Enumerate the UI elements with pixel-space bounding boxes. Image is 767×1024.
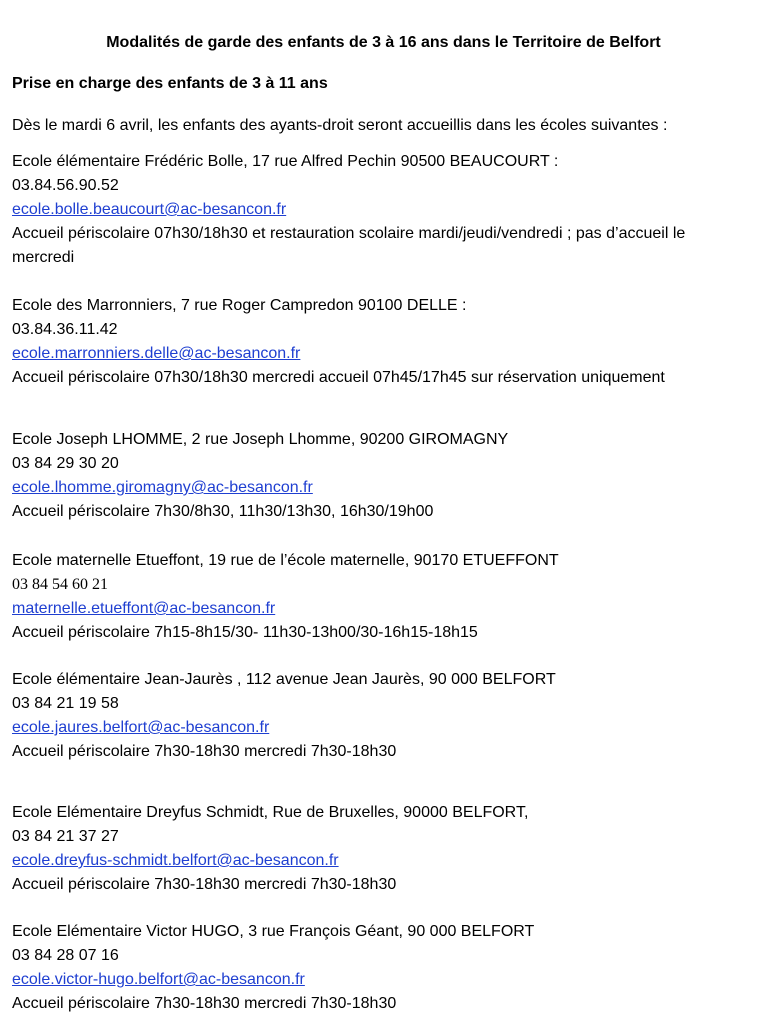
school-name: Ecole Elémentaire Victor HUGO, 3 rue François Géant, 90 000 BELFORT (12, 923, 535, 940)
school-email-link[interactable]: ecole.bolle.beaucourt@ac-besancon.fr (12, 201, 287, 218)
school-name: Ecole Elémentaire Dreyfus Schmidt, Rue de Bruxelles, 90000 BELFORT, (12, 804, 529, 821)
school-info: Accueil périscolaire 07h30/18h30 et restauration scolaire mardi/jeudi/vendredi ; pas d’accueil le mercredi (12, 225, 686, 266)
school-email-link[interactable]: ecole.victor-hugo.belfort@ac-besancon.fr (12, 971, 305, 988)
school-email-link[interactable]: ecole.jaures.belfort@ac-besancon.fr (12, 719, 270, 736)
school-entry-etueffont (12, 549, 762, 645)
school-phone: 03 84 21 37 27 (12, 828, 119, 845)
school-info: Accueil périscolaire 7h30-18h30 mercredi 7h30-18h30 (12, 743, 397, 760)
school-name: Ecole des Marronniers, 7 rue Roger Campredon 90100 DELLE : (12, 297, 467, 314)
school-name: Ecole élémentaire Frédéric Bolle, 17 rue Alfred Pechin 90500 BEAUCOURT : (12, 153, 559, 170)
school-info: Accueil périscolaire 7h30-18h30 mercredi 7h30-18h30 (12, 995, 397, 1012)
intro-paragraph: Dès le mardi 6 avril, les enfants des ayants-droit seront accueillis dans les écoles suivantes : (12, 117, 668, 134)
school-phone: 03.84.36.11.42 (12, 321, 118, 338)
school-phone: 03 84 28 07 16 (12, 947, 119, 964)
school-entry-marronniers (12, 294, 762, 390)
school-entry-dreyfus-schmidt (12, 801, 762, 897)
school-entry-bolle (12, 150, 762, 270)
school-email-link[interactable]: ecole.lhomme.giromagny@ac-besancon.fr (12, 479, 313, 496)
school-info: Accueil périscolaire 7h15-8h15/30- 11h30-13h00/30-16h15-18h15 (12, 624, 478, 641)
school-phone: 03 84 29 30 20 (12, 455, 119, 472)
school-email-link[interactable]: ecole.marronniers.delle@ac-besancon.fr (12, 345, 301, 362)
school-name: Ecole élémentaire Jean-Jaurès , 112 avenue Jean Jaurès, 90 000 BELFORT (12, 671, 556, 688)
school-email-link[interactable]: ecole.dreyfus-schmidt.belfort@ac-besancon.fr (12, 852, 339, 869)
school-name: Ecole maternelle Etueffont, 19 rue de l’école maternelle, 90170 ETUEFFONT (12, 552, 559, 569)
school-info: Accueil périscolaire 7h30/8h30, 11h30/13h30, 16h30/19h00 (12, 503, 434, 520)
school-phone: 03 84 21 19 58 (12, 695, 119, 712)
school-info: Accueil périscolaire 07h30/18h30 mercredi accueil 07h45/17h45 sur réservation uniquement (12, 369, 665, 386)
school-email-link[interactable]: maternelle.etueffont@ac-besancon.fr (12, 600, 276, 617)
page-title: Modalités de garde des enfants de 3 à 16 ans dans le Territoire de Belfort (106, 34, 661, 51)
school-entry-jaures (12, 668, 762, 764)
school-phone: 03.84.56.90.52 (12, 177, 119, 194)
school-name: Ecole Joseph LHOMME, 2 rue Joseph Lhomme, 90200 GIROMAGNY (12, 431, 509, 448)
section-heading: Prise en charge des enfants de 3 à 11 ans (12, 75, 328, 92)
school-phone: 03 84 54 60 21 (12, 576, 108, 593)
school-info: Accueil périscolaire 7h30-18h30 mercredi 7h30-18h30 (12, 876, 397, 893)
school-entry-victor-hugo (12, 920, 762, 1016)
school-entry-lhomme (12, 428, 762, 524)
